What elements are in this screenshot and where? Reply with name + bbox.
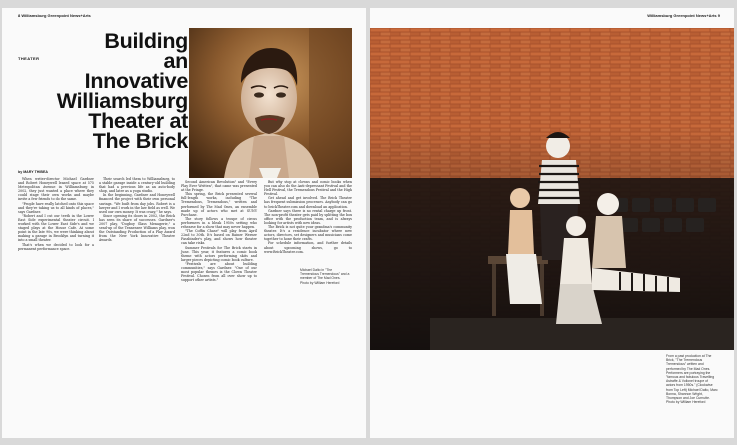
paragraph: Summer Festivals for The Brick starts in June. This year, it features a comic book theme with actors performing skits and larger pieces depicting comic book culture. (181, 245, 257, 262)
article-column-4 (264, 180, 352, 254)
left-page (2, 8, 366, 438)
article-column-1 (18, 177, 94, 251)
paragraph: Gardner says there is no rental charge up front. The non-profit theater gets paid by splitting the box office with the production team, and is always looking for artists with new ideas. (264, 208, 352, 225)
headline-line: Building (104, 29, 188, 53)
headline-line: an (163, 49, 188, 73)
paragraph: Their search led them to Williamsburg, to a stable garage inside a century-old building that had a previous life as an auto-body shop, and later as a yoga studio. (99, 177, 175, 194)
paragraph: For schedule information, and further details about upcoming shows, go to www.BrickTheater.com. (264, 241, 352, 254)
paragraph: That's when we decided to look for a permanent performance space. (18, 242, 94, 251)
portrait-photo (189, 28, 352, 178)
paragraph: Since opening its doors in 2002, the Brick has seen its share of successes. Gardner's 2007 play, "Dogboy Glass Menagerie," a send-up of the Tennessee Williams play, won the Outstanding Production of a Play Award from the New York Innovative Theatre Awards. (99, 213, 175, 243)
headline-line: Theater at (88, 109, 188, 133)
paragraph: Get ahead and get involved. The Brick Theater has frequent submission processes. Anybody can go to brickTheater.com and download an application. (264, 196, 352, 209)
byline: by MARY THIBEA (18, 170, 48, 174)
headline-line: Williamsburg (56, 89, 188, 113)
section-label: THEATER (18, 56, 40, 61)
photo-caption: From a past production at The Brick, "The Tremendous Tremendous" written and performed by The Mad Ones. Performers are portraying the "famous and fabulous Travelling Astraffe & Vollonel troupe of actors from 1950s." (Clockwise from Top Left) Michael Dalto, Marc Bonna, Shannon Wright, Thompson and Joe Curnutte. Photo by William Hereford (666, 354, 718, 405)
paragraph: When writer-director Michael Gardner and Robert Honeywell leased space at 575 Metropolitan Avenue in Williamsburg in 2002, they just wanted a place where they could stage their own works and maybe invite a few friends to do the same. (18, 177, 94, 202)
right-page (370, 8, 734, 438)
headline (18, 31, 188, 151)
paragraph: "Festivals are about building communities," says Gardner. "One of our most popular themes is the Clown Theater Festival. Chosen from all over show up to support other artists." (181, 261, 257, 283)
paragraph: "The Coffin Chase" will play from April 22nd to 30th. It's based on Rainer Werner Fassbinder's play, and shows how theater can take risks. (181, 229, 257, 246)
paragraph: But why stop at clowns and comic books when you can also do the Anti-depressant Festival and the Hell Festival, the Tremendous Festival and the High Festival. (264, 180, 352, 197)
group-photo (370, 28, 734, 350)
page-folio: 8 Williamsburg Greenpoint News+Arts (18, 13, 91, 18)
paragraph: Second American Revolution" and "Every Play Ever Written", that came was presented at the Fringe. (181, 180, 257, 193)
paragraph: The Brick is not quite your grandma's community theater. It's a residence incubator where new actors, directors, set designers and musicians come together to hone their crafts. (264, 225, 352, 242)
article-column-3 (181, 180, 257, 282)
headline-line: The Brick (92, 129, 188, 153)
paragraph: This spring, the Brick presented several full-length works, including "The Tremendous, Tremendous," written and performed by The Mad Ones, an ensemble made up of actors who met at SUNY Purchase. (181, 192, 257, 217)
paragraph: "People have really latched onto this space and they're taking us to all kinds of places," says Gardner. (18, 201, 94, 214)
paragraph: The story follows a troupe of circus performers in a bleak 1950s setting who rehearse for a show that may never happen. (181, 216, 257, 230)
paragraph: "Robert and I cut our teeth in the Lower East Side experimental theater circuit. I worked with the Lower East Side's and we staged plays at the House Cafe. At some point in the late 90s, we were thinking about making a garage in Brooklyn and turning it into a small theater. (18, 213, 94, 243)
page-folio: Williamsburg Greenpoint News+Arts 9 (647, 13, 720, 18)
photo-caption: Michael Dalto in "The Tremendous Tremendous" and a member of The Mad Ones. Photo by William Hereford (300, 268, 350, 285)
paragraph: In the beginning, Gardner and Honeywell financed the project with their own personal savings. "We built from day jobs. Robert is a lawyer and I work in the law field as well. We used our own money. It was crazy," he says. (99, 193, 175, 214)
article-column-2 (99, 177, 175, 243)
headline-line: Innovative (84, 69, 188, 93)
